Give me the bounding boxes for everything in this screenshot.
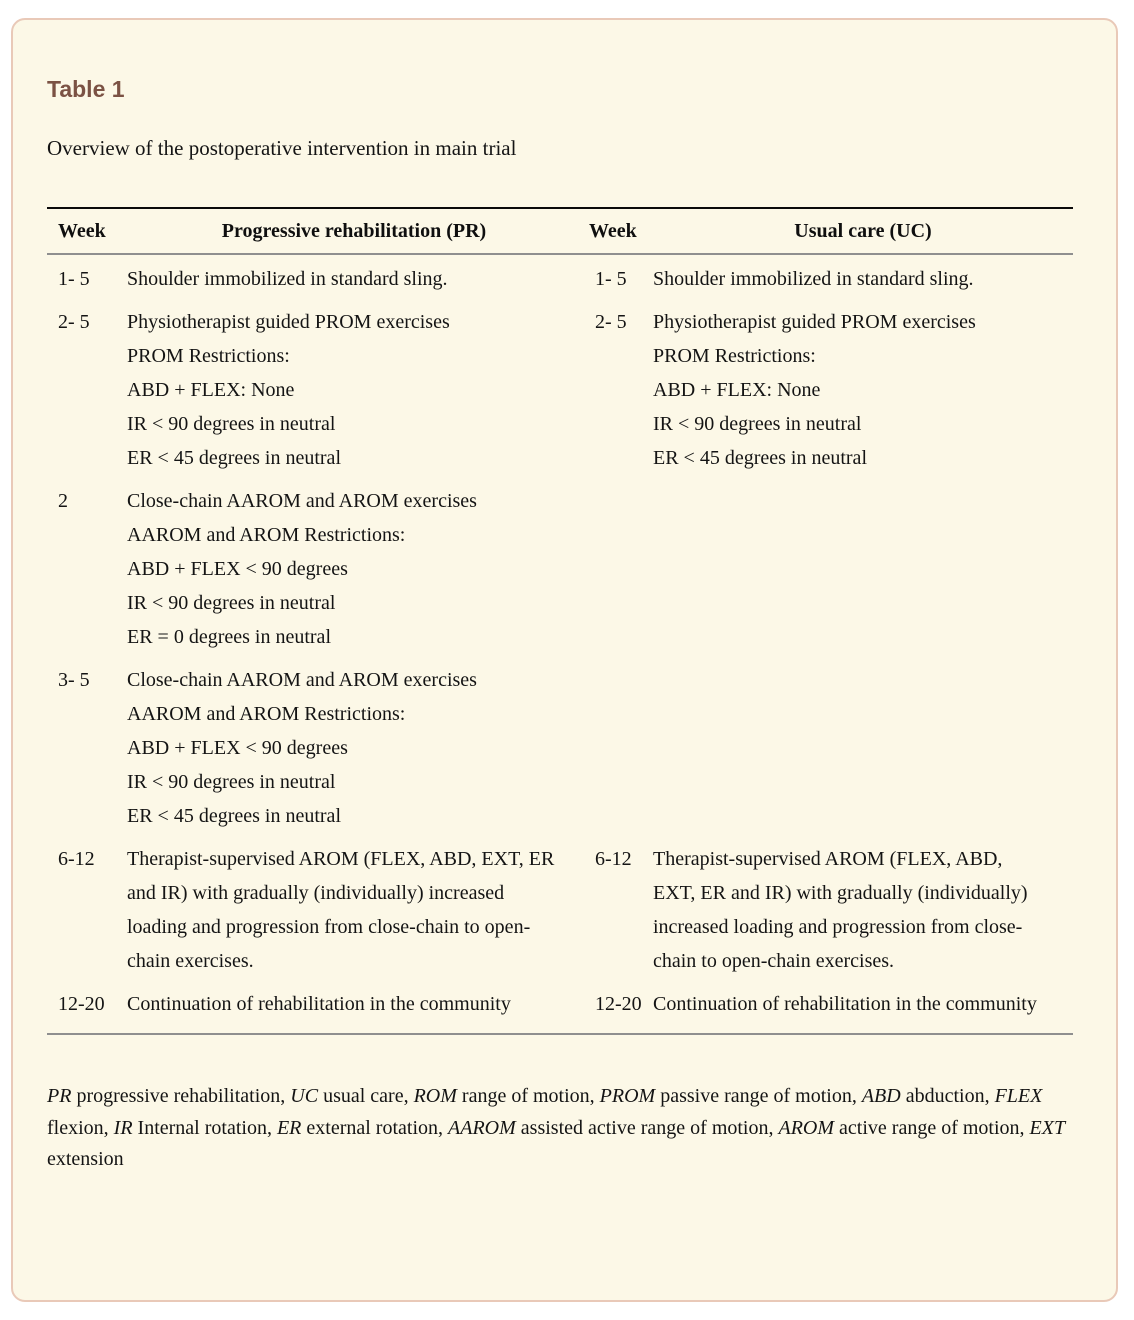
header-week-pr: Week — [58, 220, 106, 242]
footnote-text: flexion, — [47, 1116, 114, 1139]
footnote-text: extension — [47, 1148, 124, 1170]
footnote-text: external rotation, — [301, 1116, 449, 1139]
footnote-text: abduction, — [900, 1085, 995, 1107]
pr-cell — [127, 305, 581, 475]
footnote-abbreviation: AAROM — [448, 1116, 516, 1139]
cell-line: IR < 90 degrees in neutral — [127, 413, 336, 435]
table-body — [47, 255, 1073, 1035]
cell-line: Continuation of rehabilitation in the community — [653, 993, 1037, 1015]
table-card — [11, 18, 1118, 1302]
pr-cell — [127, 262, 581, 296]
cell-line: ABD + FLEX: None — [653, 379, 821, 401]
footnote-text: range of motion, — [456, 1085, 600, 1107]
footnote-abbreviation: ER — [276, 1116, 302, 1139]
table-row — [47, 842, 1073, 978]
footnote-abbreviation: ROM — [413, 1085, 457, 1107]
table-label: Table 1 — [47, 76, 125, 102]
week-cell-uc: 6-12 — [595, 848, 632, 870]
week-cell-pr: 6-12 — [58, 848, 95, 870]
table-caption: Overview of the postoperative intervention in main trial — [47, 136, 517, 160]
pr-cell — [127, 987, 581, 1021]
week-cell-uc — [581, 663, 653, 833]
cell-line: PROM Restrictions: — [653, 345, 816, 367]
week-cell-pr: 3- 5 — [58, 669, 90, 691]
cell-line: ER = 0 degrees in neutral — [127, 626, 331, 648]
cell-line: Physiotherapist guided PROM exercises — [127, 311, 450, 333]
footnote-abbreviation: AROM — [778, 1116, 835, 1139]
cell-line: ABD + FLEX < 90 degrees — [127, 737, 348, 759]
footnote-abbreviation: ABD — [861, 1085, 901, 1107]
week-cell-uc: 1- 5 — [595, 268, 627, 290]
uc-cell — [653, 484, 1073, 654]
cell-line: ER < 45 degrees in neutral — [127, 805, 341, 827]
table-row — [47, 262, 1073, 296]
footnote-abbreviation: FLEX — [994, 1085, 1043, 1107]
week-cell-uc — [581, 484, 653, 654]
cell-line: Physiotherapist guided PROM exercises — [653, 311, 976, 333]
table-row — [47, 484, 1073, 654]
footnote — [47, 1081, 1073, 1176]
cell-line: Shoulder immobilized in standard sling. — [653, 268, 974, 290]
cell-line: AAROM and AROM Restrictions: — [127, 703, 406, 725]
cell-line: Therapist-supervised AROM (FLEX, ABD, EXT, ER and IR) with gradually (individually) increased loading and progression from close-chain to open-chain exercises. — [127, 848, 555, 972]
uc-cell — [653, 663, 1073, 833]
cell-line: ABD + FLEX: None — [127, 379, 295, 401]
week-cell-pr: 2 — [58, 490, 68, 512]
footnote-abbreviation: EXT — [1029, 1116, 1066, 1139]
card-content — [13, 20, 1116, 1176]
pr-cell — [127, 842, 581, 978]
cell-line: AAROM and AROM Restrictions: — [127, 524, 406, 546]
table-row — [47, 663, 1073, 833]
cell-line: IR < 90 degrees in neutral — [127, 771, 336, 793]
cell-line: Shoulder immobilized in standard sling. — [127, 268, 448, 290]
table-row — [47, 987, 1073, 1021]
week-cell-pr: 1- 5 — [58, 268, 90, 290]
cell-line: Therapist-supervised AROM (FLEX, ABD, EXT, ER and IR) with gradually (individually) increased loading and progression from close-chain to open-chain exercises. — [653, 848, 1028, 972]
footnote-text: active range of motion, — [834, 1116, 1030, 1139]
cell-line: IR < 90 degrees in neutral — [653, 413, 862, 435]
week-cell-pr: 2- 5 — [58, 311, 90, 333]
cell-line: Close-chain AAROM and AROM exercises — [127, 490, 477, 512]
pr-cell — [127, 663, 581, 833]
footnote-abbreviation: UC — [290, 1085, 319, 1107]
uc-cell — [653, 987, 1073, 1021]
cell-line: ER < 45 degrees in neutral — [653, 447, 867, 469]
footnote-abbreviation: PROM — [599, 1085, 656, 1107]
cell-line: IR < 90 degrees in neutral — [127, 592, 336, 614]
week-cell-uc: 12-20 — [595, 993, 642, 1015]
table-header-row — [47, 209, 1073, 255]
header-usual-care: Usual care (UC) — [794, 220, 932, 242]
footnote-abbreviation: IR — [113, 1116, 133, 1139]
uc-cell — [653, 305, 1073, 475]
footnote-text: progressive rehabilitation, — [71, 1085, 291, 1107]
cell-line: Close-chain AAROM and AROM exercises — [127, 669, 477, 691]
cell-line: Continuation of rehabilitation in the community — [127, 993, 511, 1015]
week-cell-pr: 12-20 — [58, 993, 105, 1015]
cell-line: PROM Restrictions: — [127, 345, 290, 367]
intervention-table — [47, 207, 1073, 1035]
footnote-abbreviation: PR — [47, 1085, 72, 1107]
footnote-text: usual care, — [318, 1085, 414, 1107]
table-row — [47, 305, 1073, 475]
uc-cell — [653, 262, 1073, 296]
cell-line: ER < 45 degrees in neutral — [127, 447, 341, 469]
uc-cell — [653, 842, 1073, 978]
footnote-text: passive range of motion, — [655, 1085, 862, 1107]
footnote-text: Internal rotation, — [132, 1116, 277, 1139]
cell-line: ABD + FLEX < 90 degrees — [127, 558, 348, 580]
pr-cell — [127, 484, 581, 654]
week-cell-uc: 2- 5 — [595, 311, 627, 333]
header-progressive-rehabilitation: Progressive rehabilitation (PR) — [221, 220, 487, 242]
header-week-uc: Week — [589, 220, 637, 242]
footnote-text: assisted active range of motion, — [515, 1116, 779, 1139]
